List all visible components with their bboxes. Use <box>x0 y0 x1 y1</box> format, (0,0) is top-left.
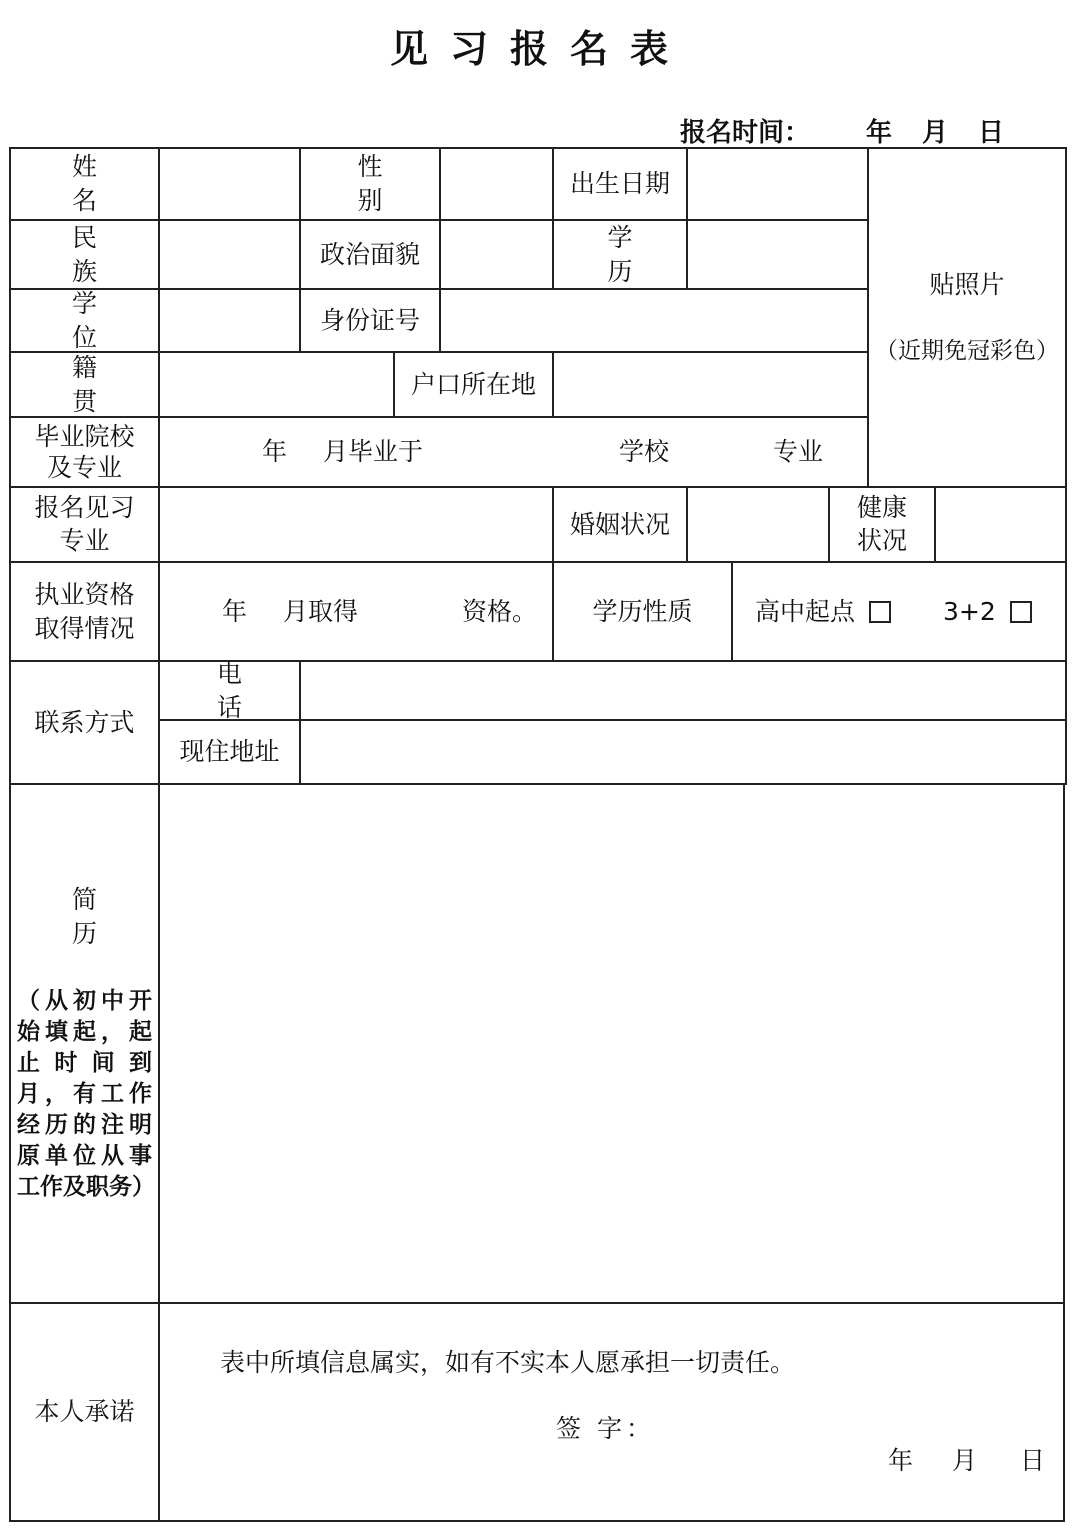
qualification-year: 年 <box>222 596 248 626</box>
graduation-year: 年 <box>262 437 288 467</box>
sign-year: 年 <box>888 1446 914 1475</box>
photo-box[interactable] <box>867 147 1067 488</box>
qualification-month: 月取得 <box>283 596 359 626</box>
education-field[interactable] <box>686 219 869 290</box>
option-three-plus-two: 3+2 <box>943 596 996 626</box>
resume-note: （从初中开始填起，起止时间到月，有工作经历的注明原单位从事工作及职务） <box>17 986 155 1200</box>
sign-day: 日 <box>1020 1446 1046 1475</box>
marital-field[interactable] <box>686 486 830 563</box>
label-marital: 婚姻状况 <box>552 486 688 563</box>
label-contact: 联系方式 <box>9 660 160 785</box>
form-title: 见习报名表 <box>389 26 690 71</box>
label-pledge: 本人承诺 <box>9 1302 160 1522</box>
graduation-school: 学校 <box>619 437 670 467</box>
registration-year: 年 <box>866 118 893 148</box>
graduation-field[interactable] <box>158 416 869 488</box>
address-field[interactable] <box>299 719 1067 785</box>
label-graduation: 毕业院校及专业 <box>9 416 160 488</box>
gender-field[interactable] <box>439 147 554 221</box>
resume-label: 简 历 <box>71 885 123 948</box>
registration-date-label: 报名时间： <box>680 118 811 148</box>
label-hukou: 户口所在地 <box>393 351 554 418</box>
phone-field[interactable] <box>299 660 1067 721</box>
ethnicity-field[interactable] <box>158 219 301 290</box>
three-plus-two-checkbox[interactable] <box>1010 601 1032 623</box>
resume-field[interactable] <box>158 783 1065 1304</box>
label-native-place: 籍 贯 <box>9 351 160 418</box>
native-place-field[interactable] <box>158 351 395 418</box>
qualification-suffix: 资格。 <box>462 596 538 626</box>
label-health: 健康状况 <box>828 486 936 563</box>
label-education: 学 历 <box>552 219 688 290</box>
photo-note: （近期免冠彩色） <box>875 337 1059 364</box>
label-gender: 性 别 <box>299 147 441 221</box>
graduation-major: 专业 <box>773 437 824 467</box>
birth-field[interactable] <box>686 147 869 221</box>
registration-month: 月 <box>922 118 949 148</box>
graduation-month: 月毕业于 <box>323 437 424 467</box>
high-school-start-checkbox[interactable] <box>869 601 891 623</box>
registration-day: 日 <box>978 118 1005 148</box>
label-resume <box>9 783 160 1304</box>
option-high-school-start: 高中起点 <box>755 596 856 626</box>
label-ethnicity: 民 族 <box>9 219 160 290</box>
label-degree: 学 位 <box>9 288 160 353</box>
sign-month: 月 <box>952 1446 978 1475</box>
hukou-field[interactable] <box>552 351 869 418</box>
label-edu-nature: 学历性质 <box>552 561 733 662</box>
label-name: 姓 名 <box>9 147 160 221</box>
label-qualification: 执业资格取得情况 <box>9 561 160 662</box>
signature-label: 签 字： <box>556 1414 655 1443</box>
qualification-field[interactable] <box>158 561 554 662</box>
pledge-text: 表中所填信息属实，如有不实本人愿承担一切责任。 <box>220 1348 796 1377</box>
edu-nature-options <box>731 561 1067 662</box>
label-id-number: 身份证号 <box>299 288 441 353</box>
label-apply-major: 报名见习专业 <box>9 486 160 563</box>
label-phone: 电 话 <box>158 660 301 721</box>
degree-field[interactable] <box>158 288 301 353</box>
apply-major-field[interactable] <box>158 486 554 563</box>
label-address: 现住地址 <box>158 719 301 785</box>
name-field[interactable] <box>158 147 301 221</box>
label-politics: 政治面貌 <box>299 219 441 290</box>
photo-label: 贴照片 <box>929 270 1005 300</box>
politics-field[interactable] <box>439 219 554 290</box>
id-number-field[interactable] <box>439 288 869 353</box>
pledge-area <box>158 1302 1065 1522</box>
label-birth: 出生日期 <box>552 147 688 221</box>
health-field[interactable] <box>934 486 1067 563</box>
